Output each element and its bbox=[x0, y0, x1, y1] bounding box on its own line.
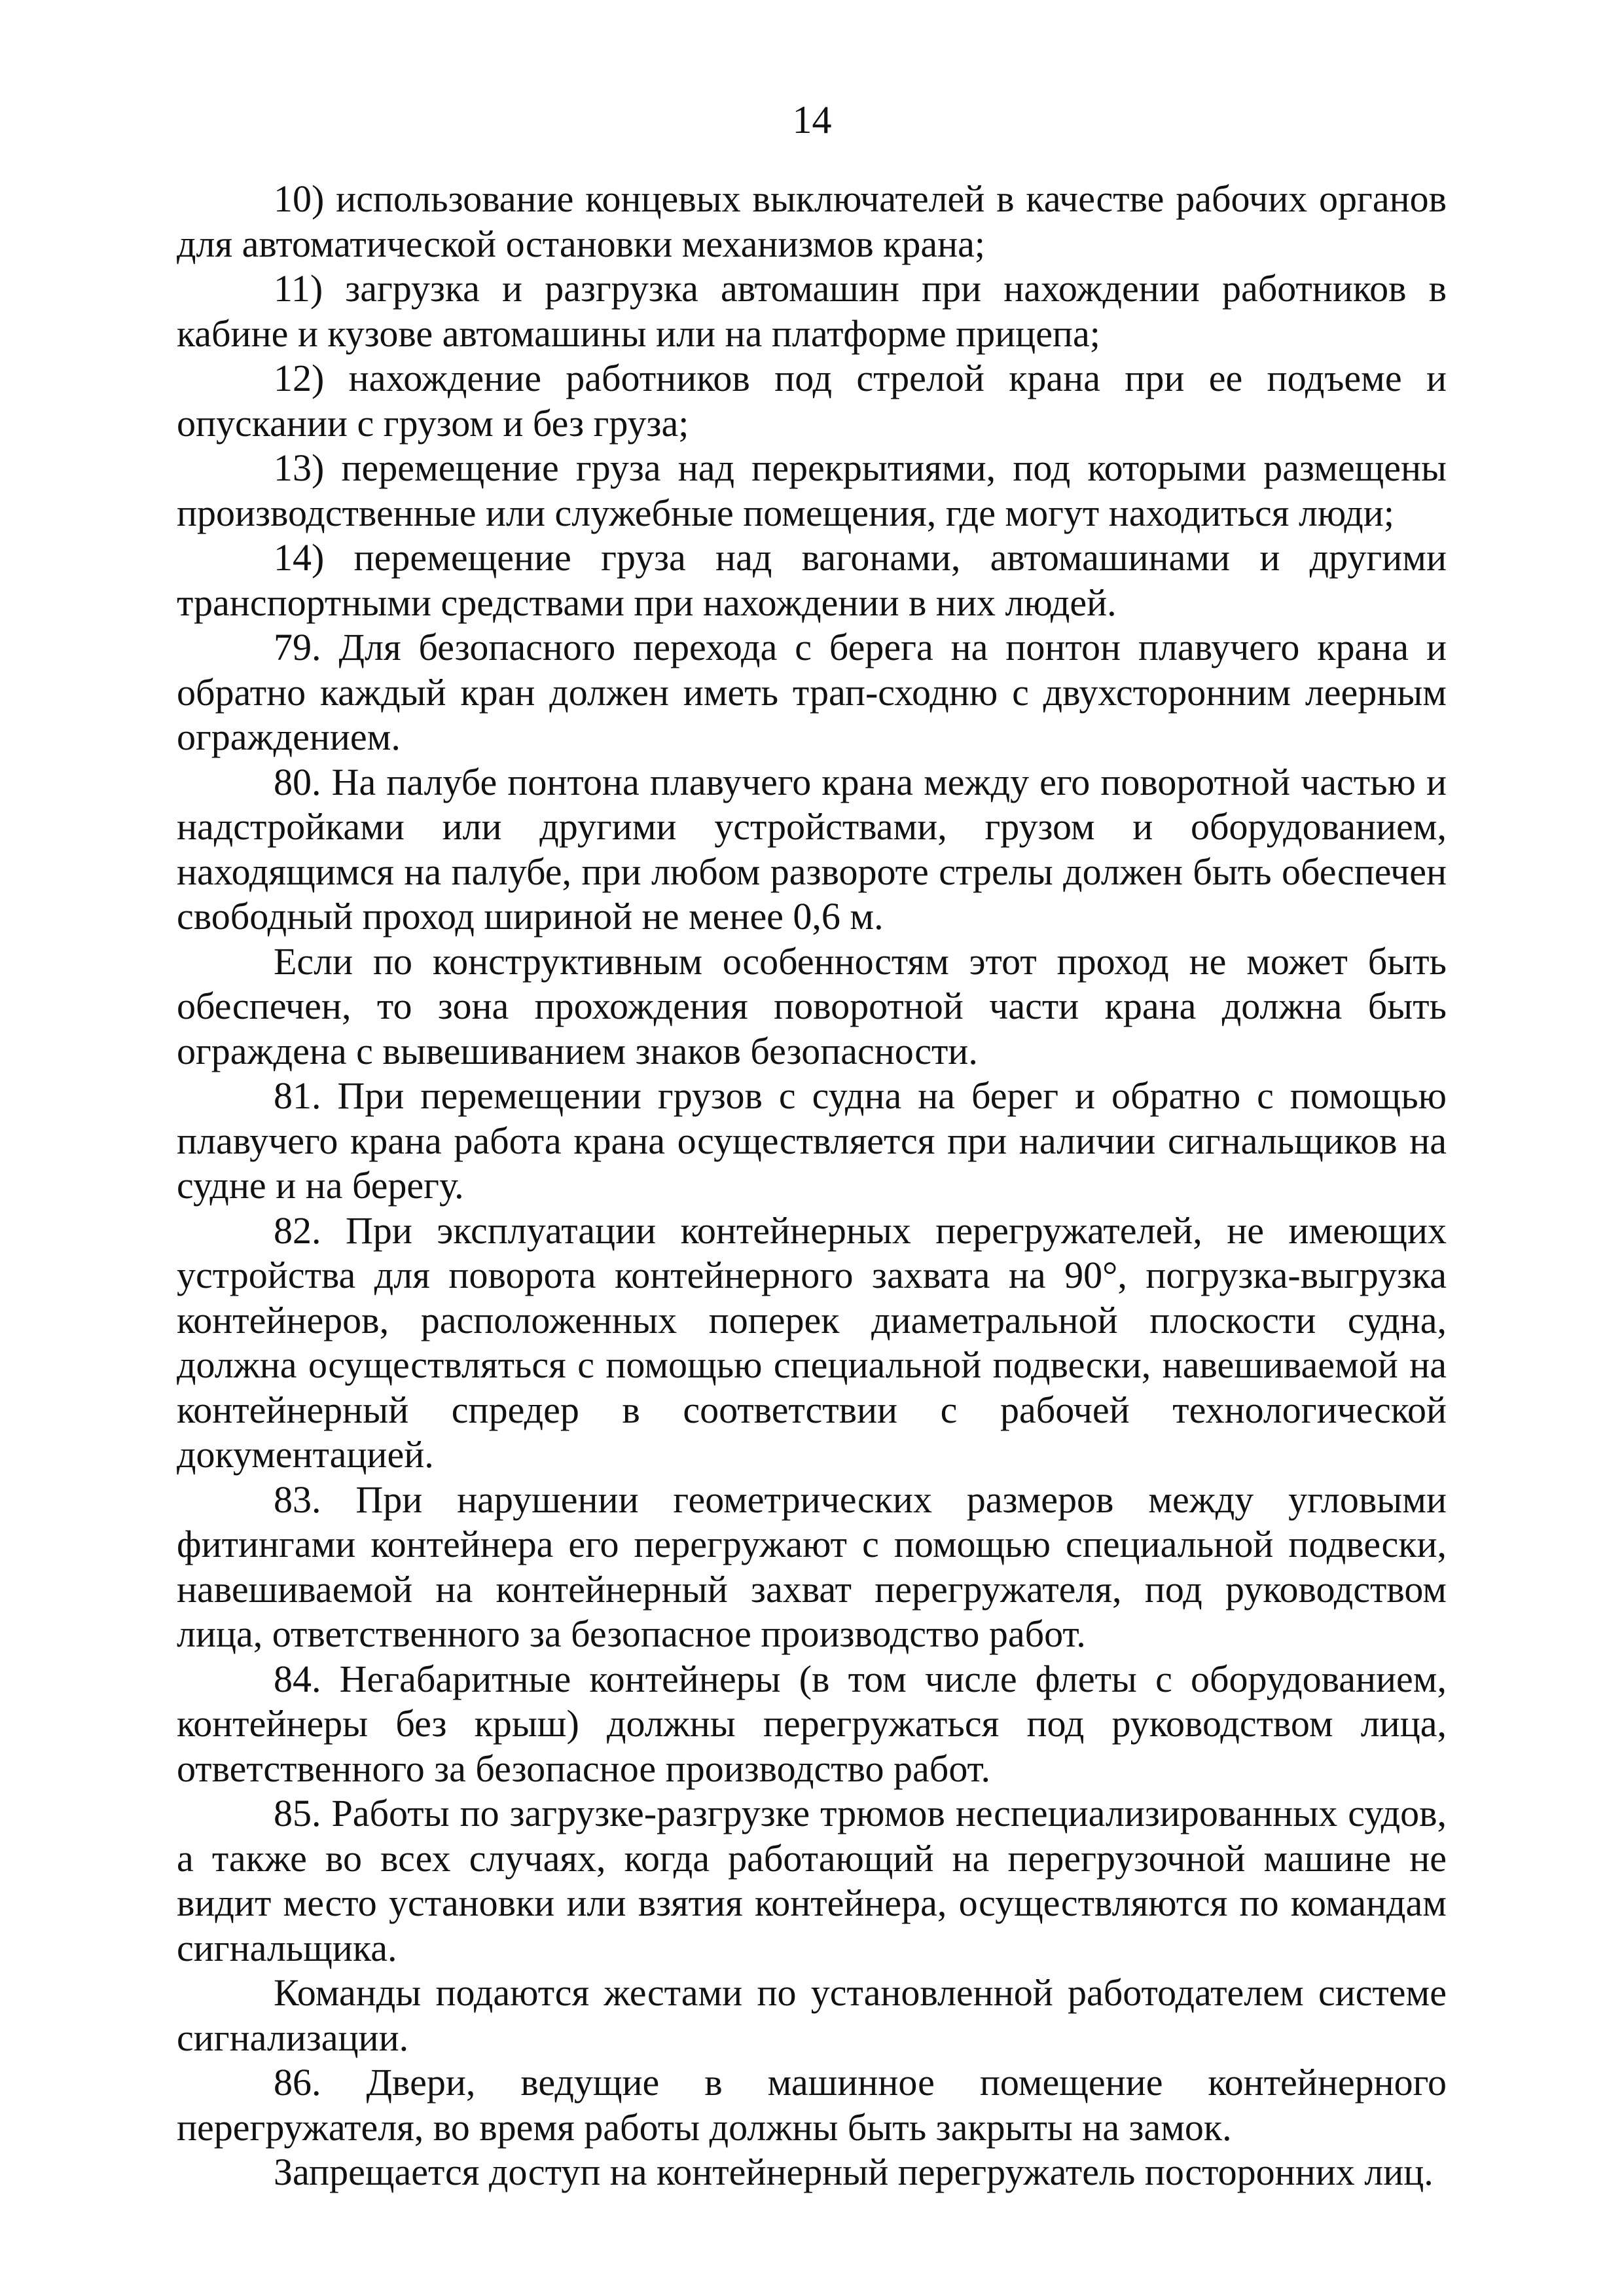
paragraph-clause-81: 81. При перемещении грузов с судна на берег и обратно с помощью плавучего крана работа крана осуществляется при наличии сигнальщиков на судне и на берегу. bbox=[177, 1074, 1447, 1207]
paragraph-item-14: 14) перемещение груза над вагонами, автомашинами и другими транспортными средствами при нахождении в них людей. bbox=[177, 536, 1447, 624]
paragraph-clause-85-continuation: Команды подаются жестами по установленной работодателем системе сигнализации. bbox=[177, 1971, 1447, 2059]
paragraph-clause-79: 79. Для безопасного перехода с берега на понтон плавучего крана и обратно каждый кран должен иметь трап-сходню с двухсторонним леерным ограждением. bbox=[177, 626, 1447, 758]
paragraph-clause-86-continuation: Запрещается доступ на контейнерный перегружатель посторонних лиц. bbox=[274, 2151, 1434, 2193]
paragraph-item-11: 11) загрузка и разгрузка автомашин при нахождении работников в кабине и кузове автомашины или на платформе прицепа; bbox=[177, 267, 1447, 355]
paragraph-clause-84: 84. Негабаритные контейнеры (в том числе флеты с оборудованием, контейнеры без крыш) должны перегружаться под руководством лица, ответственного за безопасное производство работ. bbox=[177, 1657, 1447, 1790]
document-body bbox=[177, 177, 1447, 2195]
paragraph-clause-80: 80. На палубе понтона плавучего крана между его поворотной частью и надстройками или другими устройствами, грузом и оборудованием, находящимся на палубе, при любом развороте стрелы должен быть обеспечен свободный проход шириной не менее 0,6 м. bbox=[177, 760, 1447, 938]
paragraph-clause-86: 86. Двери, ведущие в машинное помещение контейнерного перегружателя, во время работы должны быть закрыты на замок. bbox=[177, 2061, 1447, 2149]
paragraph-item-13: 13) перемещение груза над перекрытиями, под которыми размещены производственные или служебные помещения, где могут находиться люди; bbox=[177, 446, 1447, 534]
paragraph-clause-82: 82. При эксплуатации контейнерных перегружателей, не имеющих устройства для поворота контейнерного захвата на 90°, погрузка-выгрузка контейнеров, расположенных поперек диаметральной плоскости судна, должна осуществляться с помощью специальной подвески, навешиваемой на контейнерный спредер в соответствии с рабочей технологической документацией. bbox=[177, 1209, 1447, 1476]
paragraph-clause-80-continuation: Если по конструктивным особенностям этот проход не может быть обеспечен, то зона прохождения поворотной части крана должна быть ограждена с вывешиванием знаков безопасности. bbox=[177, 939, 1447, 1072]
page-number: 14 bbox=[792, 98, 832, 141]
paragraph-item-12: 12) нахождение работников под стрелой крана при ее подъеме и опускании с грузом и без груза; bbox=[177, 357, 1447, 445]
paragraph-item-10: 10) использование концевых выключателей в качестве рабочих органов для автоматической остановки механизмов крана; bbox=[177, 177, 1447, 265]
paragraph-clause-83: 83. При нарушении геометрических размеров между угловыми фитингами контейнера его перегружают с помощью специальной подвески, навешиваемой на контейнерный захват перегружателя, под руководством лица, ответственного за безопасное производство работ. bbox=[177, 1478, 1447, 1655]
paragraph-clause-85: 85. Работы по загрузке-разгрузке трюмов неспециализированных судов, а также во всех случаях, когда работающий на перегрузочной машине не видит место установки или взятия контейнера, осуществляются по командам сигнальщика. bbox=[177, 1792, 1447, 1969]
